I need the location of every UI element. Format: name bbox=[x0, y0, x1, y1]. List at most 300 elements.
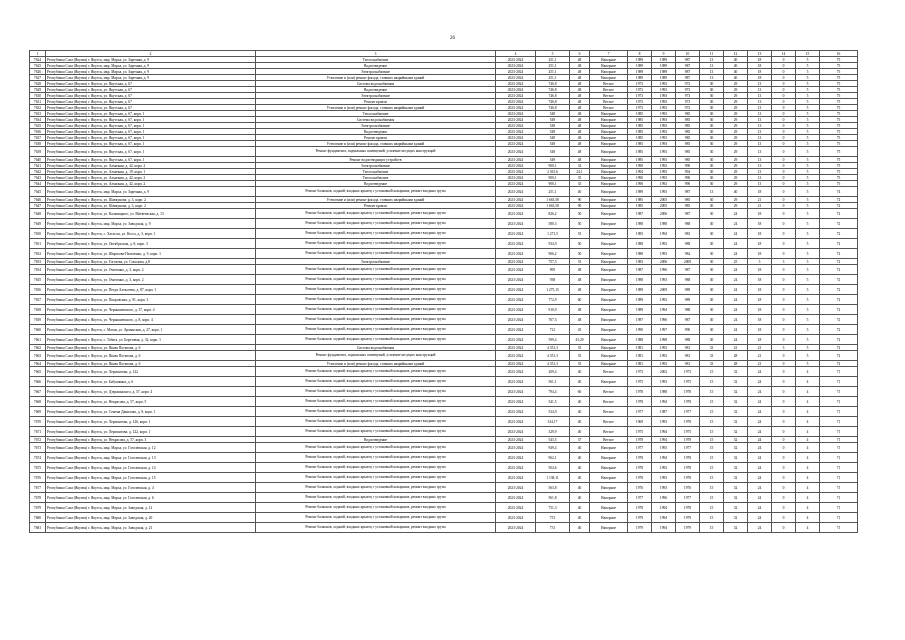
table-cell: 5 bbox=[796, 315, 820, 325]
table-cell: 71 bbox=[820, 387, 858, 397]
table-cell: 72 bbox=[820, 285, 858, 295]
table-cell: Республика Саха (Якутия) г. Якутск, мкр. Марха, ул. Заводская, д. 21 bbox=[46, 523, 256, 533]
table-cell: 1994 bbox=[652, 453, 676, 463]
table-cell: 1978 bbox=[676, 463, 700, 473]
table-cell: 37 bbox=[570, 437, 590, 443]
table-cell: 2023-2024 bbox=[496, 377, 536, 387]
table-cell: 1989 bbox=[628, 295, 652, 305]
table-cell: Ремонт балконов, лоджий, входных крылец с установкой козырьков, ремонт входных групп bbox=[256, 427, 496, 437]
table-cell: 7649 bbox=[30, 219, 46, 229]
table-cell: 0 bbox=[772, 325, 796, 335]
table-cell: 5 bbox=[796, 111, 820, 117]
table-cell: 1993 bbox=[652, 99, 676, 105]
table-cell: 7632 bbox=[30, 105, 46, 111]
table-cell: 24 bbox=[724, 325, 748, 335]
table-cell: 1994 bbox=[652, 503, 676, 513]
table-cell: 251,1 bbox=[536, 69, 570, 75]
table-cell: 1996 bbox=[652, 315, 676, 325]
table-cell: Ремонт балконов, лоджий, входных крылец с установкой козырьков, ремонт входных групп bbox=[256, 315, 496, 325]
table-cell: 24 bbox=[748, 387, 772, 397]
table-cell: 48 bbox=[570, 81, 590, 87]
table-cell: Напорное bbox=[590, 483, 628, 493]
table-cell: 0 bbox=[772, 295, 796, 305]
table-cell: 973 bbox=[676, 81, 700, 87]
table-cell: 1989 bbox=[652, 63, 676, 69]
table-cell: 1987 bbox=[652, 407, 676, 417]
table-cell: 40 bbox=[570, 493, 590, 503]
table-cell: 7633 bbox=[30, 111, 46, 117]
table-cell: 0 bbox=[772, 219, 796, 229]
table-cell: 18 bbox=[748, 63, 772, 69]
table-cell: 30 bbox=[700, 259, 724, 265]
table-cell: 30 bbox=[700, 135, 724, 141]
table-cell: 71 bbox=[820, 377, 858, 387]
table-cell: Республика Саха (Якутия) г. Якутск, ул. Якутская, д. 67, корп. 1 bbox=[46, 157, 256, 163]
table-cell: 0 bbox=[772, 163, 796, 169]
table-cell: 40 bbox=[570, 367, 590, 377]
table-cell: 2005 bbox=[652, 197, 676, 203]
table-row bbox=[30, 209, 858, 219]
table-cell: 15 bbox=[700, 387, 724, 397]
table-cell: 746,8 bbox=[536, 93, 570, 99]
table-cell: 1987 bbox=[628, 265, 652, 275]
table-cell: 24 bbox=[724, 249, 748, 259]
table-cell: 30 bbox=[700, 147, 724, 157]
table-cell: 1993 bbox=[652, 175, 676, 181]
column-number-cell: 12 bbox=[724, 51, 748, 57]
table-cell: 18 bbox=[748, 325, 772, 335]
table-cell: 40 bbox=[724, 69, 748, 75]
table-cell: 1985 bbox=[628, 147, 652, 157]
column-number-cell: 4 bbox=[496, 51, 536, 57]
table-cell: 0 bbox=[772, 443, 796, 453]
table-cell: Ремонт балконов, лоджий, входных крылец с установкой козырьков, ремонт входных групп bbox=[256, 209, 496, 219]
table-cell: 2023-2024 bbox=[496, 407, 536, 417]
table-cell: Напорное bbox=[590, 147, 628, 157]
table-cell: 13 bbox=[748, 123, 772, 129]
table-cell: 40 bbox=[724, 63, 748, 69]
table-cell: 13 bbox=[748, 111, 772, 117]
table-cell: 7676 bbox=[30, 473, 46, 483]
table-cell: 900,1 bbox=[536, 175, 570, 181]
table-cell: 24 bbox=[724, 285, 748, 295]
table-cell: Водоотведение bbox=[256, 63, 496, 69]
table-cell: 988 bbox=[676, 219, 700, 229]
table-cell: 7648 bbox=[30, 209, 46, 219]
table-cell: 938 bbox=[536, 275, 570, 285]
table-cell: 5 bbox=[796, 129, 820, 135]
table-cell: 5 bbox=[796, 181, 820, 187]
table-cell: 1988 bbox=[628, 239, 652, 249]
table-cell: 0 bbox=[772, 453, 796, 463]
table-row bbox=[30, 325, 858, 335]
table-cell: 30 bbox=[700, 123, 724, 129]
table-cell: 13 bbox=[748, 81, 772, 87]
table-cell: 40 bbox=[724, 187, 748, 197]
table-cell: 2023-2024 bbox=[496, 81, 536, 87]
table-cell: 973 bbox=[676, 87, 700, 93]
table-cell: 746,8 bbox=[536, 81, 570, 87]
column-number-cell: 15 bbox=[796, 51, 820, 57]
table-cell: 48 bbox=[570, 315, 590, 325]
table-cell: 33 bbox=[700, 361, 724, 367]
table-cell: 7652 bbox=[30, 249, 46, 259]
table-cell: 5 bbox=[796, 197, 820, 203]
table-cell: 18 bbox=[748, 285, 772, 295]
table-cell: 30 bbox=[700, 295, 724, 305]
table-cell: 2023-2024 bbox=[496, 117, 536, 123]
table-cell: 72 bbox=[820, 361, 858, 367]
column-number-cell: 11 bbox=[700, 51, 724, 57]
table-cell: 13 bbox=[748, 181, 772, 187]
table-cell: 30 bbox=[700, 285, 724, 295]
table-cell: 2023-2024 bbox=[496, 259, 536, 265]
table-cell: 2023-2024 bbox=[496, 249, 536, 259]
table-cell: 1990 bbox=[628, 175, 652, 181]
table-cell: Республика Саха (Якутия) г. Якутск, мкр. Марха, ул. Заводская, д. 9 bbox=[46, 219, 256, 229]
table-cell: Теплоснабжение bbox=[256, 57, 496, 63]
table-cell: 541,5 bbox=[536, 397, 570, 407]
table-cell: Ремонт балконов, лоджий, входных крылец с установкой козырьков, ремонт входных групп bbox=[256, 463, 496, 473]
table-cell: 7653 bbox=[30, 259, 46, 265]
table-cell: Республика Саха (Якутия) г. Якутск, ул. Якутская, д. 67 bbox=[46, 105, 256, 111]
table-cell: Республика Саха (Якутия) г. Якутск, мкр. Марха, ул. Гоголевская, д. 6 bbox=[46, 493, 256, 503]
column-number-cell: 16 bbox=[820, 51, 858, 57]
table-cell: 987 bbox=[676, 57, 700, 63]
table-cell: 2023-2024 bbox=[496, 175, 536, 181]
table-cell: 32 bbox=[724, 463, 748, 473]
table-cell: 949,4 bbox=[536, 443, 570, 453]
table-cell: Напорное bbox=[590, 335, 628, 345]
table-cell: 251,1 bbox=[536, 63, 570, 69]
table-cell: 15 bbox=[700, 453, 724, 463]
table-cell: 90 bbox=[570, 203, 590, 209]
table-cell: 0 bbox=[772, 175, 796, 181]
table-row bbox=[30, 219, 858, 229]
table-cell: 28 bbox=[724, 351, 748, 361]
table-cell: Напорное bbox=[590, 209, 628, 219]
table-cell: 75 bbox=[820, 181, 858, 187]
table-cell: 767,3 bbox=[536, 315, 570, 325]
table-cell: 0 bbox=[772, 169, 796, 175]
table-cell: 985 bbox=[676, 203, 700, 209]
table-cell: 5 bbox=[796, 305, 820, 315]
table-cell: 30 bbox=[700, 99, 724, 105]
table-cell: Ремонт балконов, лоджий, входных крылец с установкой козырьков, ремонт входных групп bbox=[256, 335, 496, 345]
table-cell: 29 bbox=[724, 197, 748, 203]
table-cell: 7640 bbox=[30, 157, 46, 163]
table-cell: Напорное bbox=[590, 129, 628, 135]
table-cell: 2023-2024 bbox=[496, 265, 536, 275]
table-cell: Республика Саха (Якутия) г. Якутск, ул. Чернышевского, д. 8, корп. 4 bbox=[46, 315, 256, 325]
table-cell: 2023-2024 bbox=[496, 129, 536, 135]
table-cell: Напорное bbox=[590, 203, 628, 209]
table-cell: 15 bbox=[700, 503, 724, 513]
table-cell: 1988 bbox=[628, 335, 652, 345]
table-row bbox=[30, 417, 858, 427]
table-cell: 4 bbox=[796, 443, 820, 453]
table-cell: 35 bbox=[570, 361, 590, 367]
table-cell: 2023-2024 bbox=[496, 93, 536, 99]
table-cell: 7675 bbox=[30, 463, 46, 473]
table-cell: 988 bbox=[676, 239, 700, 249]
table-cell: 2023-2024 bbox=[496, 513, 536, 523]
table-cell: Электроснабжение bbox=[256, 69, 496, 75]
table-cell: 2023-2024 bbox=[496, 99, 536, 105]
table-cell: 746,8 bbox=[536, 87, 570, 93]
table-cell: 0 bbox=[772, 229, 796, 239]
table-cell: 251,1 bbox=[536, 57, 570, 63]
table-cell: 71 bbox=[820, 483, 858, 493]
table-cell: 72 bbox=[820, 335, 858, 345]
table-cell: 24 bbox=[748, 427, 772, 437]
table-cell: 7643 bbox=[30, 175, 46, 181]
table-cell: 2023-2024 bbox=[496, 473, 536, 483]
table-cell: 45 bbox=[570, 325, 590, 335]
table-cell: Ремонт балконов, лоджий, входных крылец с установкой козырьков, ремонт входных групп bbox=[256, 377, 496, 387]
table-cell: Республика Саха (Якутия) г. Якутск, ул. Якутская, д. 67, корп. 1 bbox=[46, 117, 256, 123]
table-cell: Ремонт балконов, лоджий, входных крылец с установкой козырьков, ремонт входных групп bbox=[256, 265, 496, 275]
table-cell: 71 bbox=[820, 427, 858, 437]
table-cell: 2023-2024 bbox=[496, 163, 536, 169]
table-row bbox=[30, 351, 858, 361]
table-cell: 5 bbox=[796, 325, 820, 335]
table-cell: Электроснабжение bbox=[256, 259, 496, 265]
table-cell: 0 bbox=[772, 157, 796, 163]
table-cell: 2023-2024 bbox=[496, 325, 536, 335]
table-cell: 32 bbox=[724, 407, 748, 417]
table-cell: 48 bbox=[570, 75, 590, 81]
table-cell: Республика Саха (Якутия) г. Якутск, ул. Якутская, д. 67 bbox=[46, 99, 256, 105]
table-cell: Напорное bbox=[590, 443, 628, 453]
table-cell: 7638 bbox=[30, 141, 46, 147]
table-cell: 75 bbox=[820, 117, 858, 123]
table-cell: 895 bbox=[536, 265, 570, 275]
table-cell: 1978 bbox=[628, 473, 652, 483]
table-cell: 7628 bbox=[30, 81, 46, 87]
table-cell: 0 bbox=[772, 503, 796, 513]
table-cell: Республика Саха (Якутия) г. Якутск, ул. Якутская, д. 67 bbox=[46, 93, 256, 99]
table-cell: 1994 bbox=[652, 229, 676, 239]
table-cell: Республика Саха (Якутия) г. Якутск, ул. Очиченко, д. 3, корп. 2 bbox=[46, 265, 256, 275]
table-cell: Напорное bbox=[590, 141, 628, 147]
table-cell: 30 bbox=[700, 175, 724, 181]
table-cell: 1973 bbox=[628, 87, 652, 93]
table-cell: Напорное bbox=[590, 75, 628, 81]
table-cell: Напорное bbox=[590, 503, 628, 513]
table-cell: 0 bbox=[772, 437, 796, 443]
table-cell: 5 bbox=[796, 259, 820, 265]
table-cell: 1993 bbox=[652, 117, 676, 123]
table-cell: 5 bbox=[796, 147, 820, 157]
table-cell: 1978 bbox=[676, 387, 700, 397]
table-cell: 2023-2024 bbox=[496, 387, 536, 397]
table-cell: 5 bbox=[796, 105, 820, 111]
table-cell: 7627 bbox=[30, 75, 46, 81]
table-cell: 2023-2024 bbox=[496, 397, 536, 407]
table-cell: 0 bbox=[772, 239, 796, 249]
table-row bbox=[30, 239, 858, 249]
column-number-cell: 14 bbox=[772, 51, 796, 57]
table-cell: 990 bbox=[676, 175, 700, 181]
table-cell: 29 bbox=[724, 135, 748, 141]
table-cell: 2023-2024 bbox=[496, 169, 536, 175]
table-cell: 2023-2024 bbox=[496, 123, 536, 129]
table-cell: 7625 bbox=[30, 63, 46, 69]
table-cell: 0 bbox=[772, 387, 796, 397]
table-cell: 32 bbox=[724, 377, 748, 387]
table-cell: 1977 bbox=[628, 443, 652, 453]
table-cell: Ремонт водоотводящих устройств bbox=[256, 157, 496, 163]
table-cell: 1 275,15 bbox=[536, 285, 570, 295]
table-cell: Водоотведение bbox=[256, 437, 496, 443]
table-cell: 40 bbox=[570, 463, 590, 473]
table-cell: 209,4 bbox=[536, 367, 570, 377]
table-cell: 75 bbox=[820, 99, 858, 105]
table-cell: 2023-2024 bbox=[496, 315, 536, 325]
table-cell: 24 bbox=[748, 463, 772, 473]
table-cell: 973 bbox=[676, 105, 700, 111]
table-cell: 2023-2024 bbox=[496, 483, 536, 493]
table-cell: 985 bbox=[676, 111, 700, 117]
table-cell: 984 bbox=[676, 249, 700, 259]
table-cell: Ветхое bbox=[590, 427, 628, 437]
table-cell: 1994 bbox=[652, 305, 676, 315]
table-cell: 2002 bbox=[652, 367, 676, 377]
table-cell: 50 bbox=[570, 239, 590, 249]
table-cell: 5 bbox=[796, 93, 820, 99]
table-cell: 24 bbox=[748, 473, 772, 483]
table-cell: 33 bbox=[700, 345, 724, 351]
table-cell: 7677 bbox=[30, 483, 46, 493]
table-cell: 32 bbox=[724, 493, 748, 503]
table-cell: 973 bbox=[676, 93, 700, 99]
table-cell: 18 bbox=[748, 265, 772, 275]
table-cell: Республика Саха (Якутия) г. Якутск, ул. Некрасова, д. 57, корп. 5 bbox=[46, 397, 256, 407]
table-cell: 40 bbox=[570, 407, 590, 417]
table-row bbox=[30, 147, 858, 157]
table-cell: 1993 bbox=[652, 135, 676, 141]
table-cell: 75 bbox=[820, 141, 858, 147]
table-cell: 2023-2024 bbox=[496, 69, 536, 75]
column-number-cell: 3 bbox=[256, 51, 496, 57]
page-number: 26 bbox=[450, 36, 455, 41]
table-cell: 5 bbox=[796, 81, 820, 87]
table-cell: 24 bbox=[748, 407, 772, 417]
table-cell: Республика Саха (Якутия) г. Якутск, ул. Шавкунова, д. 3, корп. 2 bbox=[46, 203, 256, 209]
table-cell: Республика Саха (Якутия) г. Якутск, мкр. Марха, ул. Заводская, д. 12 bbox=[46, 503, 256, 513]
table-cell: 1989 bbox=[628, 285, 652, 295]
table-cell: 21 bbox=[748, 345, 772, 351]
table-cell: 30 bbox=[700, 163, 724, 169]
table-cell: Напорное bbox=[590, 175, 628, 181]
table-cell: 48 bbox=[570, 129, 590, 135]
table-cell: Республика Саха (Якутия) г. Якутск, ул. Бабушкина, д. 6 bbox=[46, 377, 256, 387]
table-cell: 5 bbox=[796, 175, 820, 181]
table-cell: 13 bbox=[700, 69, 724, 75]
table-cell: 32 bbox=[724, 503, 748, 513]
table-cell: 549 bbox=[536, 117, 570, 123]
table-cell: 18 bbox=[748, 239, 772, 249]
table-cell: 29 bbox=[724, 175, 748, 181]
table-cell: 2023-2024 bbox=[496, 453, 536, 463]
table-cell: 1993 bbox=[652, 239, 676, 249]
table-cell: 900,1 bbox=[536, 163, 570, 169]
table-cell: Электроснабжение bbox=[256, 93, 496, 99]
table-cell: 987 bbox=[676, 187, 700, 197]
table-cell: 1973 bbox=[628, 367, 652, 377]
table-cell: 41 bbox=[724, 345, 748, 351]
table-cell: 29 bbox=[724, 117, 748, 123]
table-cell: 21 bbox=[748, 197, 772, 203]
table-cell: 549 bbox=[536, 157, 570, 163]
table-cell: Теплоснабжение bbox=[256, 111, 496, 117]
table-cell: Напорное bbox=[590, 181, 628, 187]
table-cell: Республика Саха (Якутия) г. Якутск, с. Табага, ул. Березовая, д. 32, корп. 1 bbox=[46, 335, 256, 345]
table-cell: 75 bbox=[820, 57, 858, 63]
table-cell: Республика Саха (Якутия) г. Якутск, ул. Якутская, д. 67, корп. 1 bbox=[46, 141, 256, 147]
table-cell: 18 bbox=[748, 69, 772, 75]
table-cell: Ремонт балконов, лоджий, входных крылец с установкой козырьков, ремонт входных групп bbox=[256, 453, 496, 463]
table-cell: 1988 bbox=[628, 275, 652, 285]
table-cell: 18 bbox=[748, 249, 772, 259]
table-cell: 30 bbox=[700, 197, 724, 203]
table-cell: 1988 bbox=[652, 219, 676, 229]
table-cell: 71 bbox=[820, 437, 858, 443]
table-cell: Республика Саха (Якутия) г. Якутск, мкр. Марха, ул. Заречная, д. 9 bbox=[46, 187, 256, 197]
table-cell: 24 bbox=[724, 219, 748, 229]
table-cell: 35 bbox=[570, 351, 590, 361]
table-cell: 29 bbox=[724, 105, 748, 111]
column-number-cell: 13 bbox=[748, 51, 772, 57]
table-cell: Ремонт балконов, лоджий, входных крылец с установкой козырьков, ремонт входных групп bbox=[256, 249, 496, 259]
table-cell: 1978 bbox=[628, 503, 652, 513]
table-cell: 30 bbox=[700, 181, 724, 187]
table-cell: 1993 bbox=[652, 417, 676, 427]
table-cell: 30 bbox=[700, 141, 724, 147]
table-cell: 2023-2024 bbox=[496, 63, 536, 69]
table-cell: Республика Саха (Якутия) г. Якутск, с. Хатассы, ул. Кесса, д. 3, корп. 1 bbox=[46, 229, 256, 239]
table-cell: 30 bbox=[700, 157, 724, 163]
table-cell: Ремонт балконов, лоджий, входных крылец с установкой козырьков, ремонт входных групп bbox=[256, 219, 496, 229]
table-cell: 983 bbox=[676, 229, 700, 239]
table-cell: 1993 bbox=[652, 157, 676, 163]
table-cell: 24 bbox=[724, 295, 748, 305]
table-cell: 60 bbox=[570, 387, 590, 397]
table-cell: Республика Саха (Якутия) г. Якутск, ул. Якутская, д. 67 bbox=[46, 87, 256, 93]
table-cell: 30 bbox=[700, 239, 724, 249]
table-cell: Республика Саха (Якутия) г. Якутск, ул. Некрасова, д. 57, корп. 3 bbox=[46, 437, 256, 443]
table-cell: 48 bbox=[570, 117, 590, 123]
table-cell: 1994 bbox=[652, 523, 676, 533]
table-cell: Республика Саха (Якутия) г. Якутск, ул. Якутская, д. 67, корп. 1 bbox=[46, 129, 256, 135]
table-cell: 29 bbox=[724, 157, 748, 163]
table-cell: 1993 bbox=[652, 187, 676, 197]
table-cell: 1990 bbox=[628, 163, 652, 169]
table-cell: 1993 bbox=[652, 129, 676, 135]
table-cell: 5 bbox=[796, 219, 820, 229]
table-cell: 985 bbox=[676, 157, 700, 163]
table-cell: 72 bbox=[820, 239, 858, 249]
table-cell: 1989 bbox=[628, 57, 652, 63]
table-cell: Ремонт балконов, лоджий, входных крылец с установкой козырьков, ремонт входных групп bbox=[256, 397, 496, 407]
table-cell: Ремонт балконов, лоджий, входных крылец с установкой козырьков, ремонт входных групп bbox=[256, 285, 496, 295]
table-cell: 580,3 bbox=[536, 219, 570, 229]
table-cell: 48 bbox=[570, 275, 590, 285]
table-cell: 1989 bbox=[628, 305, 652, 315]
table-row bbox=[30, 503, 858, 513]
table-cell: 1988 bbox=[628, 219, 652, 229]
